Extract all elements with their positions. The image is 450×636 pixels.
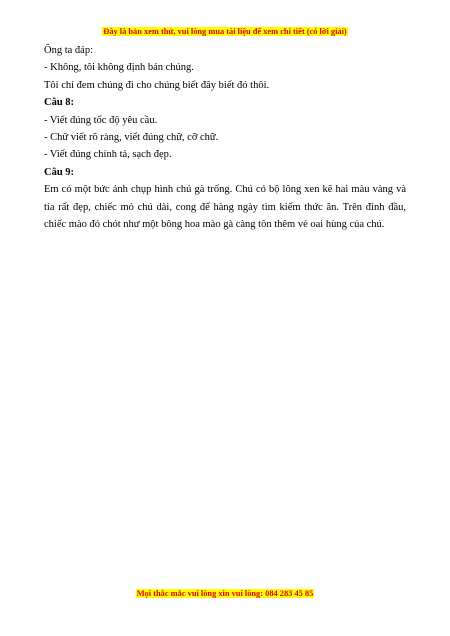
preview-notice-banner <box>0 27 450 37</box>
text-line: Ông ta đáp: <box>44 45 93 56</box>
list-item: - Viết đúng chính tả, sạch đẹp. <box>44 149 172 161</box>
question-8-heading: Câu 8: <box>44 97 75 109</box>
question-9-paragraph: Em có một bức ảnh chụp hình chú gà trống. Chú có bộ lông xen kẽ hai màu vàng và tía rất đẹp, chiếc mỏ chú dài, cong để hàng ngày tìm kiếm thức ăn. Trên đỉnh đầu, chiếc mào đỏ chót như một bông hoa mào gà càng tôn thêm vẻ oai hùng của chú. <box>44 184 406 231</box>
document-body <box>44 42 406 233</box>
list-item: - Chữ viết rõ ràng, viết đúng chữ, cỡ chữ. <box>44 132 219 144</box>
text-line: Tôi chỉ đem chúng đi cho chúng biết đây biết đó thôi. <box>44 79 270 91</box>
contact-notice-banner <box>0 589 450 599</box>
question-9-heading: Câu 9: <box>44 166 75 178</box>
list-item: - Viết đúng tốc độ yêu cầu. <box>44 114 158 126</box>
text-line: - Không, tôi không định bán chúng. <box>44 62 194 74</box>
contact-notice-text: Mọi thắc mắc vui lòng xin vui lòng: 084 283 45 85 <box>136 589 314 598</box>
preview-notice-text: Đây là bản xem thử, vui lòng mua tài liệu để xem chi tiết (có lời giải) <box>103 27 347 36</box>
